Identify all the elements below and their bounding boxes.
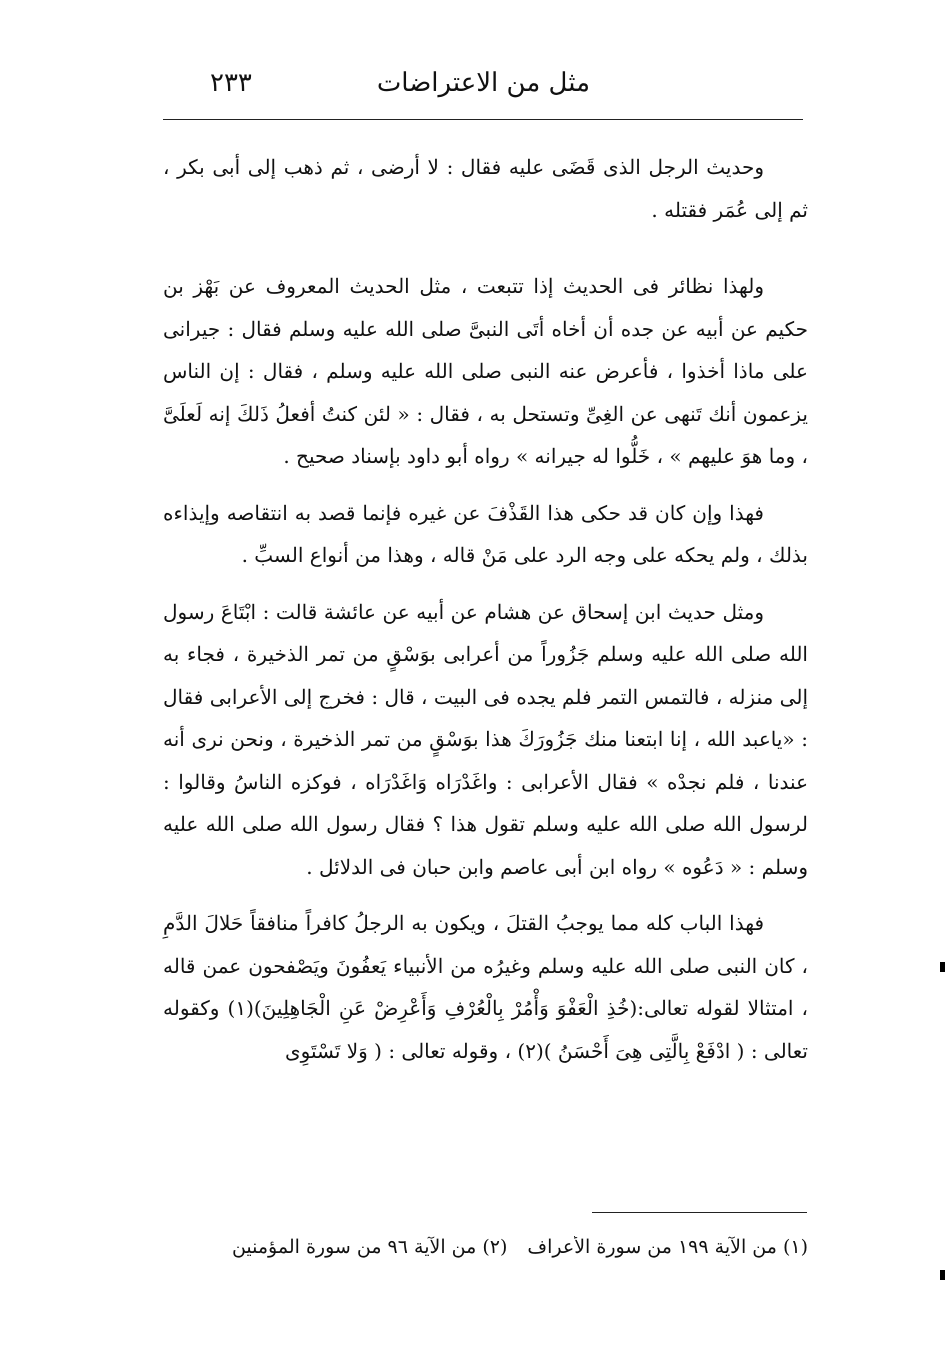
paragraph: ومثل حديث ابن إسحاق عن هشام عن أبيه عن عائشة قالت : ابْتَاعَ رسول الله صلى الله عليه وسلم جَزُوراً من أعرابى بوَسْقٍ من تمر الذخيرة ، فجاء به إلى منزله ، فالتمس التمر فلم يجده فى البيت ، قال : فخرج إلى الأعرابى فقال : «ياعبد الله ، إنا ابتعنا منك جَزُورَكَ هذا بوَسْقٍ من تمر الذخيرة ، ونحن نرى أنه عندنا ، فلم نجدْه » فقال الأعرابى : واغَدْرَاه وَاغَدْرَاه ، فوكزه الناسُ وقالوا : لرسول الله صلى الله عليه وسلم تقول هذا ؟ فقال رسول الله صلى الله عليه وسلم : « دَعُوه » رواه ابن أبى عاصم وابن حبان فى الدلائل . bbox=[163, 599, 808, 879]
footnote: (٢) من الآية ٩٦ من سورة المؤمنين bbox=[231, 1236, 508, 1258]
footnote-rule bbox=[592, 1212, 807, 1213]
footnote: (١) من الآية ١٩٩ من سورة الأعراف bbox=[527, 1236, 808, 1258]
running-title: مثل من الاعتراضات bbox=[376, 68, 590, 98]
paragraph-gap bbox=[163, 888, 808, 902]
paragraph: ولهذا نظائر فى الحديث إذا تتبعت ، مثل الحديث المعروف عن بَهْز بن حكيم عن أبيه عن جده أن أخاه أتَى النبىَّ صلى الله عليه وسلم فقال : جيرانى على ماذا أخذوا ، فأعرض عنه النبى صلى الله عليه وسلم ، فقال : إن الناس يزعمون أنك تَنهى عن الغِىِّ وتستحل به ، فقال : « لئن كنتُ أفعلُ ذَلكَ إنه لَعلَىَّ ، وما هوَ عليهم » ، خَلُّوا له جيرانه » رواه أبو داود بإسناد صحيح . bbox=[163, 274, 808, 468]
paragraph: فهذا الباب كله مما يوجبُ القتلَ ، ويكون به الرجلُ كافراً منافقاً حَلالَ الدَّمِ ، كان النبى صلى الله عليه وسلم وغيرُه من الأنبياء يَعفُونَ ويَصْفحون عمن قاله ، امتثالا لقوله تعالى:(خُذِ الْعَفْوَ وَأْمُرْ بِالْعُرْفِ وَأَعْرِضْ عَنِ الْجَاهِلِينَ)(١) وكقوله تعالى : ( ادْفَعْ بِالَّتِى هِىَ أَحْسَنُ )(٢) ، وقوله تعالى : ( وَلا تَسْتَوِى bbox=[163, 911, 808, 1063]
margin-mark bbox=[940, 1270, 945, 1280]
header-rule bbox=[163, 119, 803, 120]
paragraph-gap bbox=[163, 231, 808, 265]
margin-mark bbox=[940, 962, 945, 972]
paragraph: وحديث الرجل الذى قَضَى عليه فقال : لا أرضى ، ثم ذهب إلى أبى بكر ، ثم إلى عُمَر فقتله . bbox=[163, 155, 808, 222]
page-number: ٢٣٣ bbox=[210, 68, 252, 98]
page-header bbox=[160, 68, 805, 112]
paragraph: فهذا وإن كان قد حكى هذا القَذْفَ عن غيره فإنما قصد به انتقاصه وإيذاءه بذلك ، ولم يحكه على وجه الرد على مَنْ قاله ، وهذا من أنواع السبِّ . bbox=[163, 500, 808, 567]
page-body bbox=[163, 146, 808, 1072]
footnotes bbox=[160, 1236, 808, 1258]
paragraph-gap bbox=[163, 478, 808, 492]
paragraph-gap bbox=[163, 577, 808, 591]
